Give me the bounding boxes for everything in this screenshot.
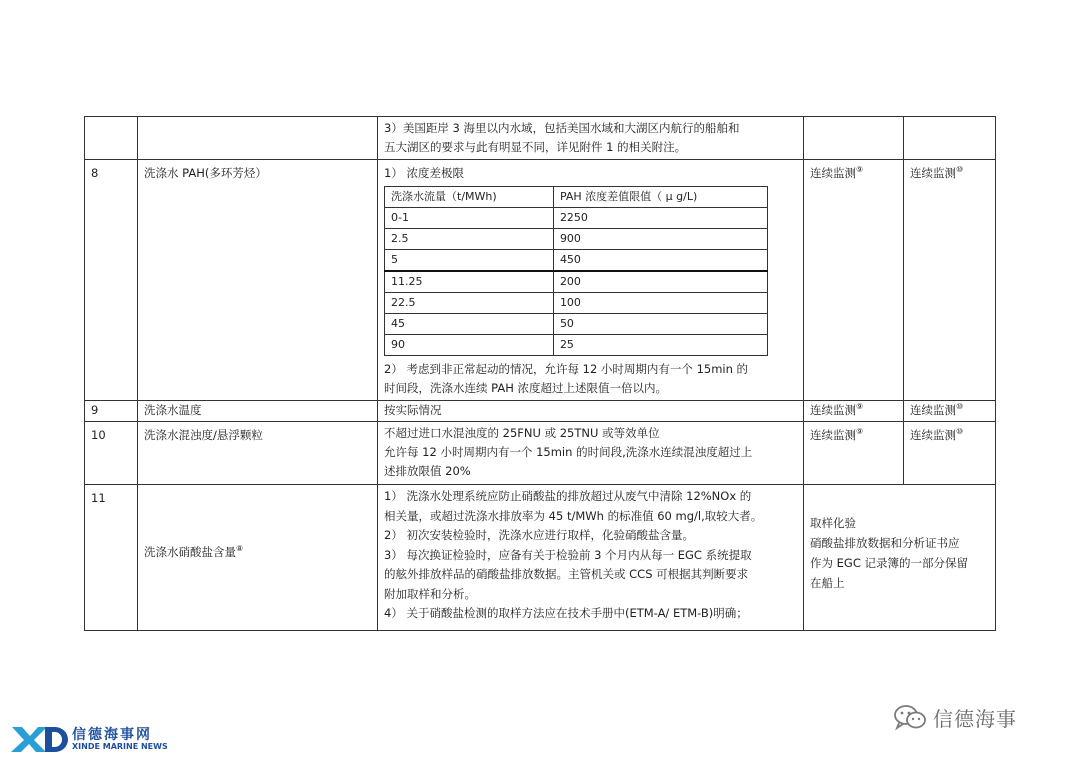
limit-title: 1） 浓度差极限 xyxy=(384,166,464,180)
pah-limit: 50 xyxy=(553,314,767,335)
cell-no: 11 xyxy=(85,485,138,631)
footnote-mark: ⑩ xyxy=(956,427,964,437)
note-line: 2） 考虑到非正常起动的情况，允许每 12 小时周期内有一个 15min 的 xyxy=(384,362,749,376)
req-line: 述排放限值 20% xyxy=(384,464,471,478)
pah-row xyxy=(385,314,768,335)
footnote-mark: ⑩ xyxy=(956,402,964,412)
pah-header-limit: PAH 浓度差值限值（ μ g/L) xyxy=(553,187,767,208)
monitor-text: 连续监测 xyxy=(910,428,956,442)
cell-requirement xyxy=(378,422,804,485)
monitor-line: 作为 EGC 记录簿的一部分保留 xyxy=(810,556,969,570)
pah-limit: 900 xyxy=(553,229,767,250)
cell-monitor-merged xyxy=(804,485,996,631)
pah-flow: 45 xyxy=(385,314,554,335)
item-text: 洗涤水硝酸盐含量 xyxy=(144,545,236,559)
footnote-mark: ⑨ xyxy=(856,165,864,175)
req-line: 2） 初次安装检验时，洗涤水应进行取样，化验硝酸盐含量。 xyxy=(384,528,694,542)
table-row-11 xyxy=(85,485,996,631)
cell-no: 9 xyxy=(85,401,138,422)
pah-flow: 5 xyxy=(385,250,554,272)
req-line: 相关量，或超过洗涤水排放率为 45 t/MWh 的标准值 60 mg/l,取较大者。 xyxy=(384,508,763,523)
pah-row xyxy=(385,250,768,272)
watermark-text: 信德海事 xyxy=(933,706,1017,731)
regulation-table xyxy=(84,116,996,631)
pah-row xyxy=(385,229,768,250)
xinde-logo xyxy=(10,724,168,754)
cell-monitor-1 xyxy=(804,422,904,485)
req-line: 附加取样和分析。 xyxy=(384,586,476,601)
table-row-continued xyxy=(85,117,996,160)
req-line: 五大湖区的要求与此有明显不同，详见附件 1 的相关附注。 xyxy=(384,140,687,154)
cell-requirement xyxy=(378,160,804,401)
req-line: 1） 洗涤水处理系统应防止硝酸盐的排放超过从废气中清除 12%NOx 的 xyxy=(384,489,752,503)
pah-row xyxy=(385,335,768,356)
pah-flow: 2.5 xyxy=(385,229,554,250)
cell-monitor-1 xyxy=(804,117,904,160)
note-line: 时间段，洗涤水连续 PAH 浓度超过上述限值一倍以内。 xyxy=(384,381,668,395)
pah-flow: 22.5 xyxy=(385,293,554,314)
footnote-mark: ⑨ xyxy=(856,402,864,412)
pah-limit: 450 xyxy=(553,250,767,272)
pah-header-row xyxy=(385,187,768,208)
pah-row xyxy=(385,208,768,229)
cell-no: 8 xyxy=(85,160,138,401)
cell-item: 洗涤水 PAH(多环芳烃） xyxy=(138,160,378,401)
pah-limit: 100 xyxy=(553,293,767,314)
pah-limit: 2250 xyxy=(553,208,767,229)
wechat-watermark xyxy=(893,700,1017,734)
req-line: 允许每 12 小时周期内有一个 15min 的时间段,洗涤水连续混浊度超过上 xyxy=(384,445,753,459)
cell-monitor-1 xyxy=(804,401,904,422)
monitor-text: 连续监测 xyxy=(910,403,956,417)
pah-header-flow: 洗涤水流量（t/MWh) xyxy=(385,187,554,208)
pah-limit-table xyxy=(384,186,768,356)
cell-item xyxy=(138,117,378,160)
monitor-line: 在船上 xyxy=(810,576,845,590)
cell-monitor-1 xyxy=(804,160,904,401)
cell-monitor-2 xyxy=(904,160,996,401)
req-line: 不超过进口水混浊度的 25FNU 或 25TNU 或等效单位 xyxy=(384,426,660,440)
cell-monitor-2 xyxy=(904,401,996,422)
pah-row xyxy=(385,271,768,293)
cell-no xyxy=(85,117,138,160)
req-line: 3）美国距岸 3 海里以内水域，包括美国水域和大湖区内航行的船舶和 xyxy=(384,121,740,135)
footnote-mark: ⑩ xyxy=(956,165,964,175)
footnote-mark: ⑧ xyxy=(236,544,244,554)
pah-flow: 0-1 xyxy=(385,208,554,229)
cell-requirement xyxy=(378,117,804,160)
monitor-line: 硝酸盐排放数据和分析证书应 xyxy=(810,536,960,550)
wechat-icon xyxy=(893,703,927,731)
table-row-10 xyxy=(85,422,996,485)
req-line: 的舷外排放样品的硝酸盐排放数据。主管机关或 CCS 可根据其判断要求 xyxy=(384,567,749,581)
footnote-mark: ⑨ xyxy=(856,427,864,437)
xd-logo-icon xyxy=(10,724,68,754)
pah-flow: 11.25 xyxy=(385,271,554,293)
monitor-text: 连续监测 xyxy=(810,166,856,180)
pah-limit: 25 xyxy=(553,335,767,356)
logo-cn-text: 信德海事网 xyxy=(72,727,152,743)
cell-item xyxy=(138,485,378,631)
cell-monitor-2 xyxy=(904,422,996,485)
cell-requirement xyxy=(378,485,804,631)
cell-requirement: 按实际情况 xyxy=(378,401,804,422)
pah-limit: 200 xyxy=(553,271,767,293)
monitor-text: 连续监测 xyxy=(810,403,856,417)
monitor-text: 连续监测 xyxy=(910,166,956,180)
monitor-text: 连续监测 xyxy=(810,428,856,442)
pah-flow: 90 xyxy=(385,335,554,356)
logo-en-text: XINDE MARINE NEWS xyxy=(72,742,168,751)
cell-monitor-2 xyxy=(904,117,996,160)
cell-no: 10 xyxy=(85,422,138,485)
cell-item: 洗涤水温度 xyxy=(138,401,378,422)
table-row-9 xyxy=(85,401,996,422)
table-row-8 xyxy=(85,160,996,401)
pah-row xyxy=(385,293,768,314)
monitor-line: 取样化验 xyxy=(810,516,856,530)
req-line: 4） 关于硝酸盐检测的取样方法应在技术手册中(ETM-A/ ETM-B)明确； xyxy=(384,606,748,620)
cell-item: 洗涤水混浊度/悬浮颗粒 xyxy=(138,422,378,485)
req-line: 3） 每次换证检验时，应备有关于检验前 3 个月内从每一 EGC 系统提取 xyxy=(384,547,752,562)
